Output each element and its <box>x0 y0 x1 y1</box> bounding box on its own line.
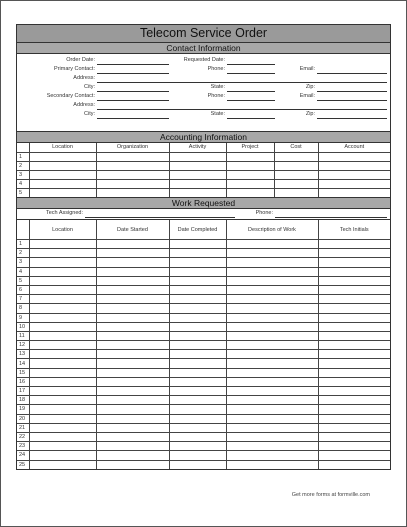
work-cell[interactable] <box>169 423 226 432</box>
row-number: 11 <box>17 331 29 340</box>
work-cell[interactable] <box>96 258 169 267</box>
accounting-header-account: Account <box>318 143 390 153</box>
secondary-address-label: Address: <box>73 102 95 108</box>
secondary-email-label: Email: <box>299 93 315 99</box>
accounting-header-cost: Cost <box>274 143 318 153</box>
row-number: 25 <box>17 460 29 469</box>
primary-contact-field[interactable] <box>97 66 169 74</box>
work-cell[interactable] <box>318 267 390 276</box>
work-cell[interactable] <box>318 396 390 405</box>
primary-email-field[interactable] <box>317 66 387 74</box>
row-number: 9 <box>17 313 29 322</box>
work-cell[interactable] <box>29 331 96 340</box>
work-cell[interactable] <box>226 451 318 460</box>
work-cell[interactable] <box>169 414 226 423</box>
table-row <box>17 276 390 285</box>
table-row <box>17 153 390 162</box>
work-cell[interactable] <box>29 313 96 322</box>
table-row <box>17 322 390 331</box>
work-cell[interactable] <box>169 359 226 368</box>
table-row <box>17 423 390 432</box>
work-cell[interactable] <box>318 442 390 451</box>
accounting-cell[interactable] <box>169 189 226 198</box>
table-row <box>17 171 390 180</box>
work-cell[interactable] <box>29 276 96 285</box>
table-row <box>17 249 390 258</box>
work-cell[interactable] <box>169 267 226 276</box>
row-number: 2 <box>17 162 29 171</box>
work-cell[interactable] <box>96 304 169 313</box>
work-header-location: Location <box>29 220 96 240</box>
work-cell[interactable] <box>96 432 169 441</box>
row-number: 10 <box>17 322 29 331</box>
accounting-cell[interactable] <box>96 171 169 180</box>
accounting-cell[interactable] <box>169 171 226 180</box>
work-cell[interactable] <box>226 276 318 285</box>
work-cell[interactable] <box>318 304 390 313</box>
work-cell[interactable] <box>169 258 226 267</box>
accounting-cell[interactable] <box>274 162 318 171</box>
work-cell[interactable] <box>29 442 96 451</box>
accounting-cell[interactable] <box>29 153 96 162</box>
row-number: 22 <box>17 432 29 441</box>
secondary-zip-field[interactable] <box>317 111 387 119</box>
work-cell[interactable] <box>226 442 318 451</box>
primary-address-label: Address: <box>73 75 95 81</box>
work-cell[interactable] <box>96 341 169 350</box>
accounting-cell[interactable] <box>96 180 169 189</box>
row-number: 8 <box>17 304 29 313</box>
work-cell[interactable] <box>169 368 226 377</box>
work-cell[interactable] <box>318 331 390 340</box>
primary-contact-label: Primary Contact: <box>54 66 95 72</box>
work-cell[interactable] <box>226 368 318 377</box>
work-cell[interactable] <box>226 258 318 267</box>
work-cell[interactable] <box>29 460 96 469</box>
table-row <box>17 258 390 267</box>
tech-assigned-label: Tech Assigned: <box>46 210 83 216</box>
service-order-form <box>16 24 391 470</box>
work-cell[interactable] <box>169 387 226 396</box>
work-cell[interactable] <box>169 396 226 405</box>
work-cell[interactable] <box>96 451 169 460</box>
row-number: 1 <box>17 153 29 162</box>
work-cell[interactable] <box>96 368 169 377</box>
work-cell[interactable] <box>96 276 169 285</box>
work-cell[interactable] <box>29 285 96 294</box>
secondary-contact-field[interactable] <box>97 93 169 101</box>
work-cell[interactable] <box>96 331 169 340</box>
row-number: 3 <box>17 258 29 267</box>
work-cell[interactable] <box>169 285 226 294</box>
work-cell[interactable] <box>226 387 318 396</box>
work-section-header: Work Requested <box>17 197 390 209</box>
table-row <box>17 304 390 313</box>
work-cell[interactable] <box>96 377 169 386</box>
work-cell[interactable] <box>96 396 169 405</box>
work-cell[interactable] <box>29 258 96 267</box>
accounting-cell[interactable] <box>169 180 226 189</box>
work-cell[interactable] <box>96 295 169 304</box>
work-cell[interactable] <box>29 359 96 368</box>
work-cell[interactable] <box>318 285 390 294</box>
tech-assigned-field[interactable] <box>85 210 235 218</box>
work-cell[interactable] <box>29 240 96 249</box>
table-row <box>17 414 390 423</box>
work-cell[interactable] <box>318 322 390 331</box>
contact-section <box>17 54 390 132</box>
work-cell[interactable] <box>318 423 390 432</box>
work-cell[interactable] <box>96 313 169 322</box>
work-cell[interactable] <box>226 377 318 386</box>
work-cell[interactable] <box>169 405 226 414</box>
work-cell[interactable] <box>318 276 390 285</box>
row-number: 5 <box>17 276 29 285</box>
accounting-cell[interactable] <box>96 189 169 198</box>
work-cell[interactable] <box>226 341 318 350</box>
requested-date-label: Requested Date: <box>183 57 225 63</box>
table-row <box>17 180 390 189</box>
table-row <box>17 460 390 469</box>
work-cell[interactable] <box>318 387 390 396</box>
row-number: 19 <box>17 405 29 414</box>
work-header-date-started: Date Started <box>96 220 169 240</box>
order-date-field[interactable] <box>97 57 169 65</box>
tech-assigned-row <box>17 209 390 220</box>
row-number: 12 <box>17 341 29 350</box>
row-number: 1 <box>17 240 29 249</box>
table-row <box>17 331 390 340</box>
work-cell[interactable] <box>226 432 318 441</box>
primary-phone-label: Phone: <box>207 66 225 72</box>
work-cell[interactable] <box>29 267 96 276</box>
work-cell[interactable] <box>169 350 226 359</box>
table-row <box>17 359 390 368</box>
work-cell[interactable] <box>29 341 96 350</box>
row-number: 3 <box>17 171 29 180</box>
accounting-cell[interactable] <box>169 153 226 162</box>
work-cell[interactable] <box>226 359 318 368</box>
table-row <box>17 368 390 377</box>
accounting-cell[interactable] <box>318 162 390 171</box>
secondary-city-field[interactable] <box>97 111 169 119</box>
accounting-table <box>17 143 390 197</box>
secondary-address-field[interactable] <box>97 102 387 110</box>
work-header-date-completed: Date Completed <box>169 220 226 240</box>
contact-section-header: Contact Information <box>17 43 390 54</box>
work-cell[interactable] <box>29 451 96 460</box>
table-row <box>17 442 390 451</box>
work-cell[interactable] <box>226 313 318 322</box>
work-cell[interactable] <box>96 350 169 359</box>
work-cell[interactable] <box>169 451 226 460</box>
work-cell[interactable] <box>96 423 169 432</box>
footer-note: Get more forms at formville.com <box>291 492 370 498</box>
work-cell[interactable] <box>169 295 226 304</box>
row-number: 23 <box>17 442 29 451</box>
secondary-zip-label: Zip: <box>305 111 315 117</box>
accounting-header-project: Project <box>226 143 274 153</box>
table-row <box>17 162 390 171</box>
table-row <box>17 387 390 396</box>
work-cell[interactable] <box>318 295 390 304</box>
work-cell[interactable] <box>318 368 390 377</box>
work-header-description-of-work: Description of Work <box>226 220 318 240</box>
row-number: 18 <box>17 396 29 405</box>
table-row <box>17 285 390 294</box>
work-cell[interactable] <box>169 377 226 386</box>
work-cell[interactable] <box>318 350 390 359</box>
work-cell[interactable] <box>318 313 390 322</box>
primary-zip-label: Zip: <box>305 84 315 90</box>
work-cell[interactable] <box>318 432 390 441</box>
work-cell[interactable] <box>318 414 390 423</box>
work-cell[interactable] <box>169 460 226 469</box>
accounting-cell[interactable] <box>318 189 390 198</box>
accounting-section-header: Accounting Information <box>17 132 390 143</box>
table-row <box>17 267 390 276</box>
work-cell[interactable] <box>318 341 390 350</box>
work-cell[interactable] <box>318 359 390 368</box>
work-cell[interactable] <box>29 396 96 405</box>
work-cell[interactable] <box>226 240 318 249</box>
accounting-cell[interactable] <box>29 162 96 171</box>
work-cell[interactable] <box>96 442 169 451</box>
primary-zip-field[interactable] <box>317 84 387 92</box>
accounting-cell[interactable] <box>226 162 274 171</box>
accounting-cell[interactable] <box>29 171 96 180</box>
accounting-cell[interactable] <box>274 171 318 180</box>
table-row <box>17 341 390 350</box>
table-row <box>17 432 390 441</box>
row-number: 21 <box>17 423 29 432</box>
work-header-number <box>17 220 29 240</box>
row-number: 5 <box>17 189 29 198</box>
table-row <box>17 377 390 386</box>
primary-email-label: Email: <box>299 66 315 72</box>
work-cell[interactable] <box>29 387 96 396</box>
work-cell[interactable] <box>29 322 96 331</box>
primary-state-field[interactable] <box>227 84 275 92</box>
secondary-city-label: City: <box>84 111 95 117</box>
accounting-cell[interactable] <box>96 162 169 171</box>
work-cell[interactable] <box>318 240 390 249</box>
secondary-phone-label: Phone: <box>207 93 225 99</box>
table-row <box>17 350 390 359</box>
work-cell[interactable] <box>96 460 169 469</box>
row-number: 7 <box>17 295 29 304</box>
accounting-header-organization: Organization <box>96 143 169 153</box>
accounting-cell[interactable] <box>29 189 96 198</box>
work-cell[interactable] <box>226 423 318 432</box>
table-row <box>17 240 390 249</box>
work-cell[interactable] <box>226 396 318 405</box>
accounting-cell[interactable] <box>274 153 318 162</box>
work-header-tech-initials: Tech Initials <box>318 220 390 240</box>
secondary-email-field[interactable] <box>317 93 387 101</box>
accounting-cell[interactable] <box>29 180 96 189</box>
table-row <box>17 189 390 198</box>
work-cell[interactable] <box>96 267 169 276</box>
work-cell[interactable] <box>226 285 318 294</box>
work-cell[interactable] <box>318 451 390 460</box>
work-cell[interactable] <box>96 405 169 414</box>
primary-city-field[interactable] <box>97 84 169 92</box>
accounting-cell[interactable] <box>226 189 274 198</box>
accounting-header-number <box>17 143 29 153</box>
work-cell[interactable] <box>169 322 226 331</box>
secondary-state-label: State: <box>210 111 225 117</box>
work-cell[interactable] <box>318 460 390 469</box>
work-cell[interactable] <box>29 295 96 304</box>
row-number: 6 <box>17 285 29 294</box>
work-cell[interactable] <box>96 249 169 258</box>
work-cell[interactable] <box>96 414 169 423</box>
secondary-state-field[interactable] <box>227 111 275 119</box>
accounting-cell[interactable] <box>274 180 318 189</box>
requested-date-field[interactable] <box>227 57 275 65</box>
row-number: 4 <box>17 180 29 189</box>
work-cell[interactable] <box>29 249 96 258</box>
work-cell[interactable] <box>96 387 169 396</box>
work-cell[interactable] <box>169 331 226 340</box>
work-cell[interactable] <box>96 240 169 249</box>
order-date-label: Order Date: <box>66 57 95 63</box>
table-row <box>17 396 390 405</box>
secondary-phone-field[interactable] <box>227 93 275 101</box>
work-cell[interactable] <box>169 240 226 249</box>
work-cell[interactable] <box>169 304 226 313</box>
table-row <box>17 405 390 414</box>
secondary-contact-label: Secondary Contact: <box>46 93 95 99</box>
work-cell[interactable] <box>29 377 96 386</box>
accounting-cell[interactable] <box>226 171 274 180</box>
work-cell[interactable] <box>29 304 96 313</box>
primary-city-label: City: <box>84 84 95 90</box>
work-cell[interactable] <box>169 341 226 350</box>
work-cell[interactable] <box>169 249 226 258</box>
tech-phone-label: Phone: <box>255 210 273 216</box>
accounting-cell[interactable] <box>318 153 390 162</box>
work-cell[interactable] <box>169 313 226 322</box>
form-title: Telecom Service Order <box>17 25 390 43</box>
work-cell[interactable] <box>96 322 169 331</box>
work-cell[interactable] <box>226 405 318 414</box>
work-cell[interactable] <box>226 304 318 313</box>
work-cell[interactable] <box>318 405 390 414</box>
work-cell[interactable] <box>29 405 96 414</box>
work-cell[interactable] <box>226 460 318 469</box>
work-cell[interactable] <box>226 350 318 359</box>
row-number: 20 <box>17 414 29 423</box>
work-cell[interactable] <box>169 432 226 441</box>
work-cell[interactable] <box>226 414 318 423</box>
accounting-cell[interactable] <box>274 189 318 198</box>
tech-phone-field[interactable] <box>275 210 387 218</box>
work-cell[interactable] <box>318 377 390 386</box>
accounting-cell[interactable] <box>226 153 274 162</box>
row-number: 16 <box>17 377 29 386</box>
accounting-cell[interactable] <box>96 153 169 162</box>
work-cell[interactable] <box>226 267 318 276</box>
accounting-cell[interactable] <box>318 180 390 189</box>
work-cell[interactable] <box>226 331 318 340</box>
work-cell[interactable] <box>169 442 226 451</box>
work-cell[interactable] <box>169 276 226 285</box>
work-cell[interactable] <box>226 295 318 304</box>
work-cell[interactable] <box>226 249 318 258</box>
table-row <box>17 313 390 322</box>
work-cell[interactable] <box>29 423 96 432</box>
work-cell[interactable] <box>318 258 390 267</box>
work-requested-table <box>17 220 390 469</box>
work-cell[interactable] <box>96 285 169 294</box>
work-cell[interactable] <box>29 350 96 359</box>
primary-address-field[interactable] <box>97 75 387 83</box>
work-cell[interactable] <box>318 249 390 258</box>
table-row <box>17 451 390 460</box>
primary-state-label: State: <box>210 84 225 90</box>
accounting-header-activity: Activity <box>169 143 226 153</box>
work-cell[interactable] <box>29 414 96 423</box>
accounting-cell[interactable] <box>318 171 390 180</box>
row-number: 17 <box>17 387 29 396</box>
row-number: 13 <box>17 350 29 359</box>
table-row <box>17 295 390 304</box>
work-cell[interactable] <box>96 359 169 368</box>
row-number: 14 <box>17 359 29 368</box>
primary-phone-field[interactable] <box>227 66 275 74</box>
work-cell[interactable] <box>226 322 318 331</box>
row-number: 15 <box>17 368 29 377</box>
work-cell[interactable] <box>29 368 96 377</box>
row-number: 4 <box>17 267 29 276</box>
row-number: 24 <box>17 451 29 460</box>
accounting-cell[interactable] <box>226 180 274 189</box>
row-number: 2 <box>17 249 29 258</box>
accounting-cell[interactable] <box>169 162 226 171</box>
accounting-header-location: Location <box>29 143 96 153</box>
work-cell[interactable] <box>29 432 96 441</box>
